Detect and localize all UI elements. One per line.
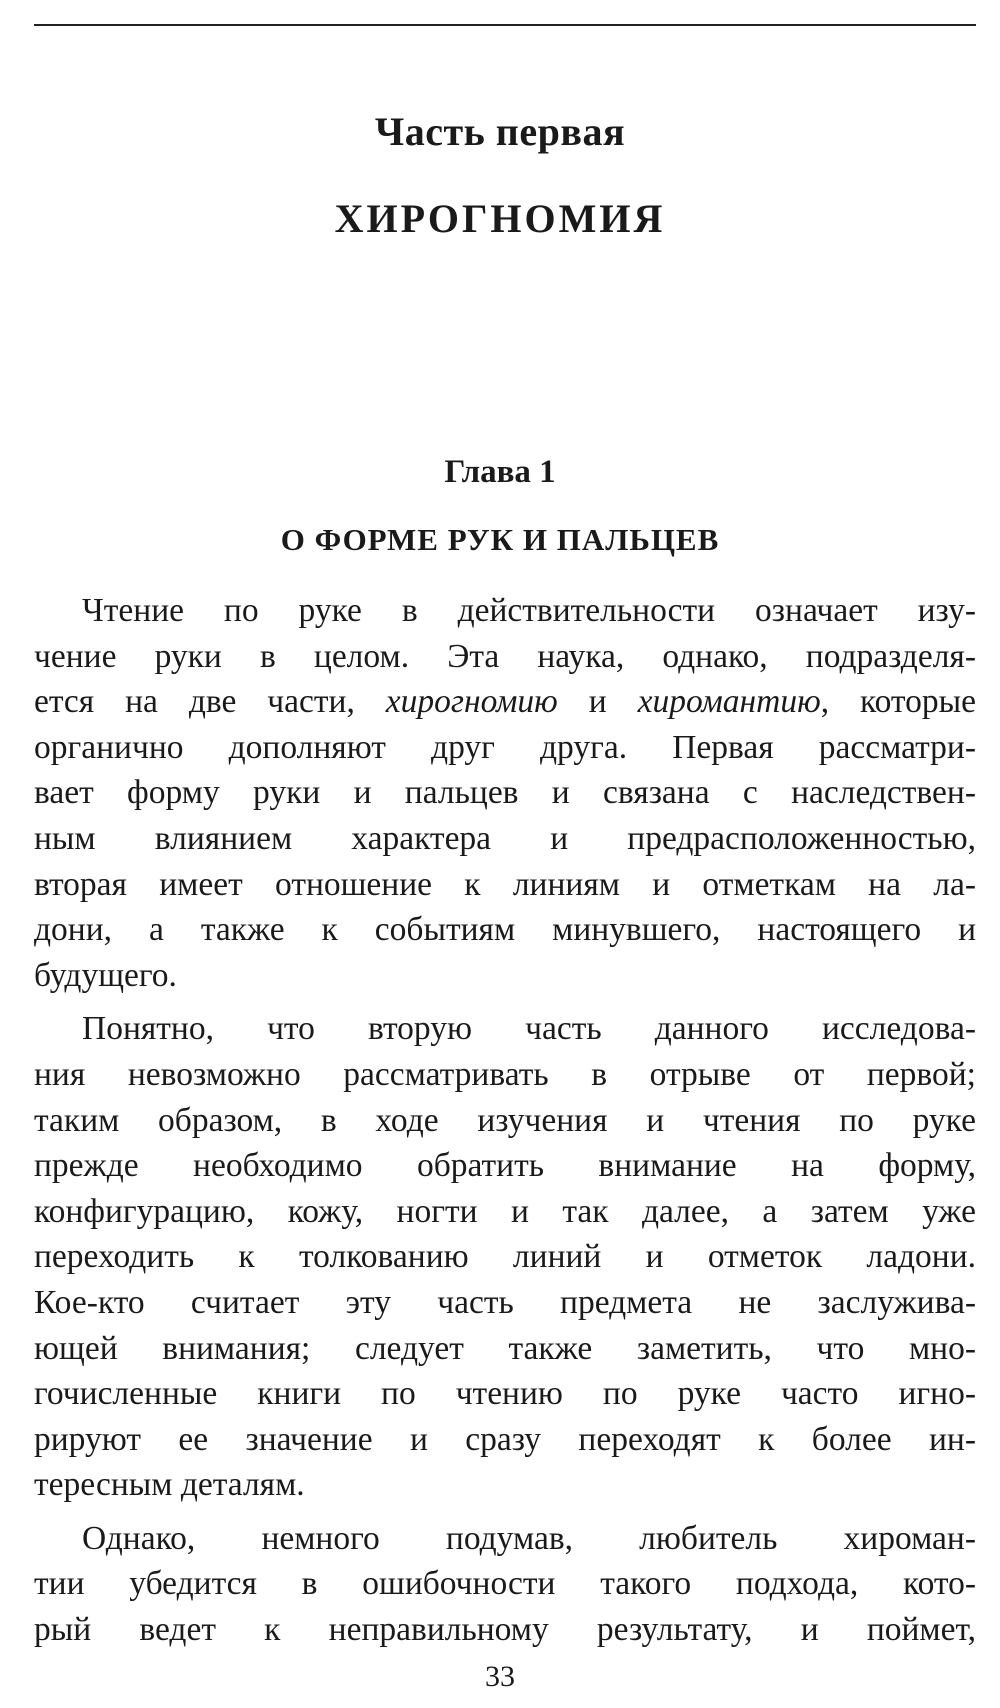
text-line: дони, а также к событиям минувшего, настоящего и (34, 911, 976, 949)
part-label: Часть первая (374, 109, 626, 154)
text-line: вает форму руки и пальцев и связана с наследствен- (34, 774, 976, 812)
italic-term: хирогномию (385, 683, 558, 721)
text-line: ющей внимания; следует также заметить, что мно- (34, 1329, 976, 1367)
text-line: тии убедится в ошибочности такого подхода, кото- (34, 1565, 976, 1603)
text-line: прежде необходимо обратить внимание на форму, (34, 1147, 976, 1185)
paragraph (34, 1006, 976, 1508)
part-title: ХИРОГНОМИЯ (334, 196, 666, 241)
text-line: ется на две части, хирогномию и хиромантию, которые (34, 683, 976, 721)
text-line: переходить к толкованию линий и отметок ладони. (34, 1238, 976, 1276)
text-line: вторая имеет отношение к линиям и отметкам на ла- (34, 865, 976, 903)
paragraph (34, 588, 976, 998)
page-number: 33 (485, 1660, 515, 1693)
italic-term: хиромантию (637, 683, 821, 721)
top-rule (34, 24, 976, 26)
paragraph (34, 1516, 976, 1653)
chapter-label: Глава 1 (444, 454, 556, 490)
text-line: Чтение по руке в действительности означает изу- (82, 592, 976, 629)
text-line: ния невозможно рассматривать в отрыве от первой; (34, 1055, 976, 1093)
text-line: гочисленные книги по чтению по руке часто игно- (34, 1375, 976, 1413)
body-text (34, 588, 976, 1653)
text-line: ным влиянием характера и предрасположенностью, (34, 819, 976, 857)
text-line: рый ведет к неправильному результату, и поймет, (34, 1611, 976, 1649)
text-line: Кое-кто считает эту часть предмета не заслужива- (34, 1283, 976, 1321)
text-line: таким образом, в ходе изучения и чтения по руке (34, 1101, 976, 1139)
text-line: Понятно, что вторую часть данного исследова- (82, 1010, 976, 1048)
text-line: рируют ее значение и сразу переходят к более ин- (34, 1420, 976, 1458)
text-line: чение руки в целом. Эта наука, однако, подразделя- (34, 637, 976, 675)
text-line: будущего. (34, 956, 177, 994)
text-line: конфигурацию, кожу, ногти и так далее, а затем уже (34, 1192, 976, 1230)
text-line: Однако, немного подумав, любитель хироман- (82, 1519, 976, 1557)
text-line: органично дополняют друг друга. Первая рассматри- (34, 728, 976, 766)
chapter-title: О ФОРМЕ РУК И ПАЛЬЦЕВ (280, 522, 720, 557)
text-line: тересным деталям. (34, 1466, 305, 1504)
